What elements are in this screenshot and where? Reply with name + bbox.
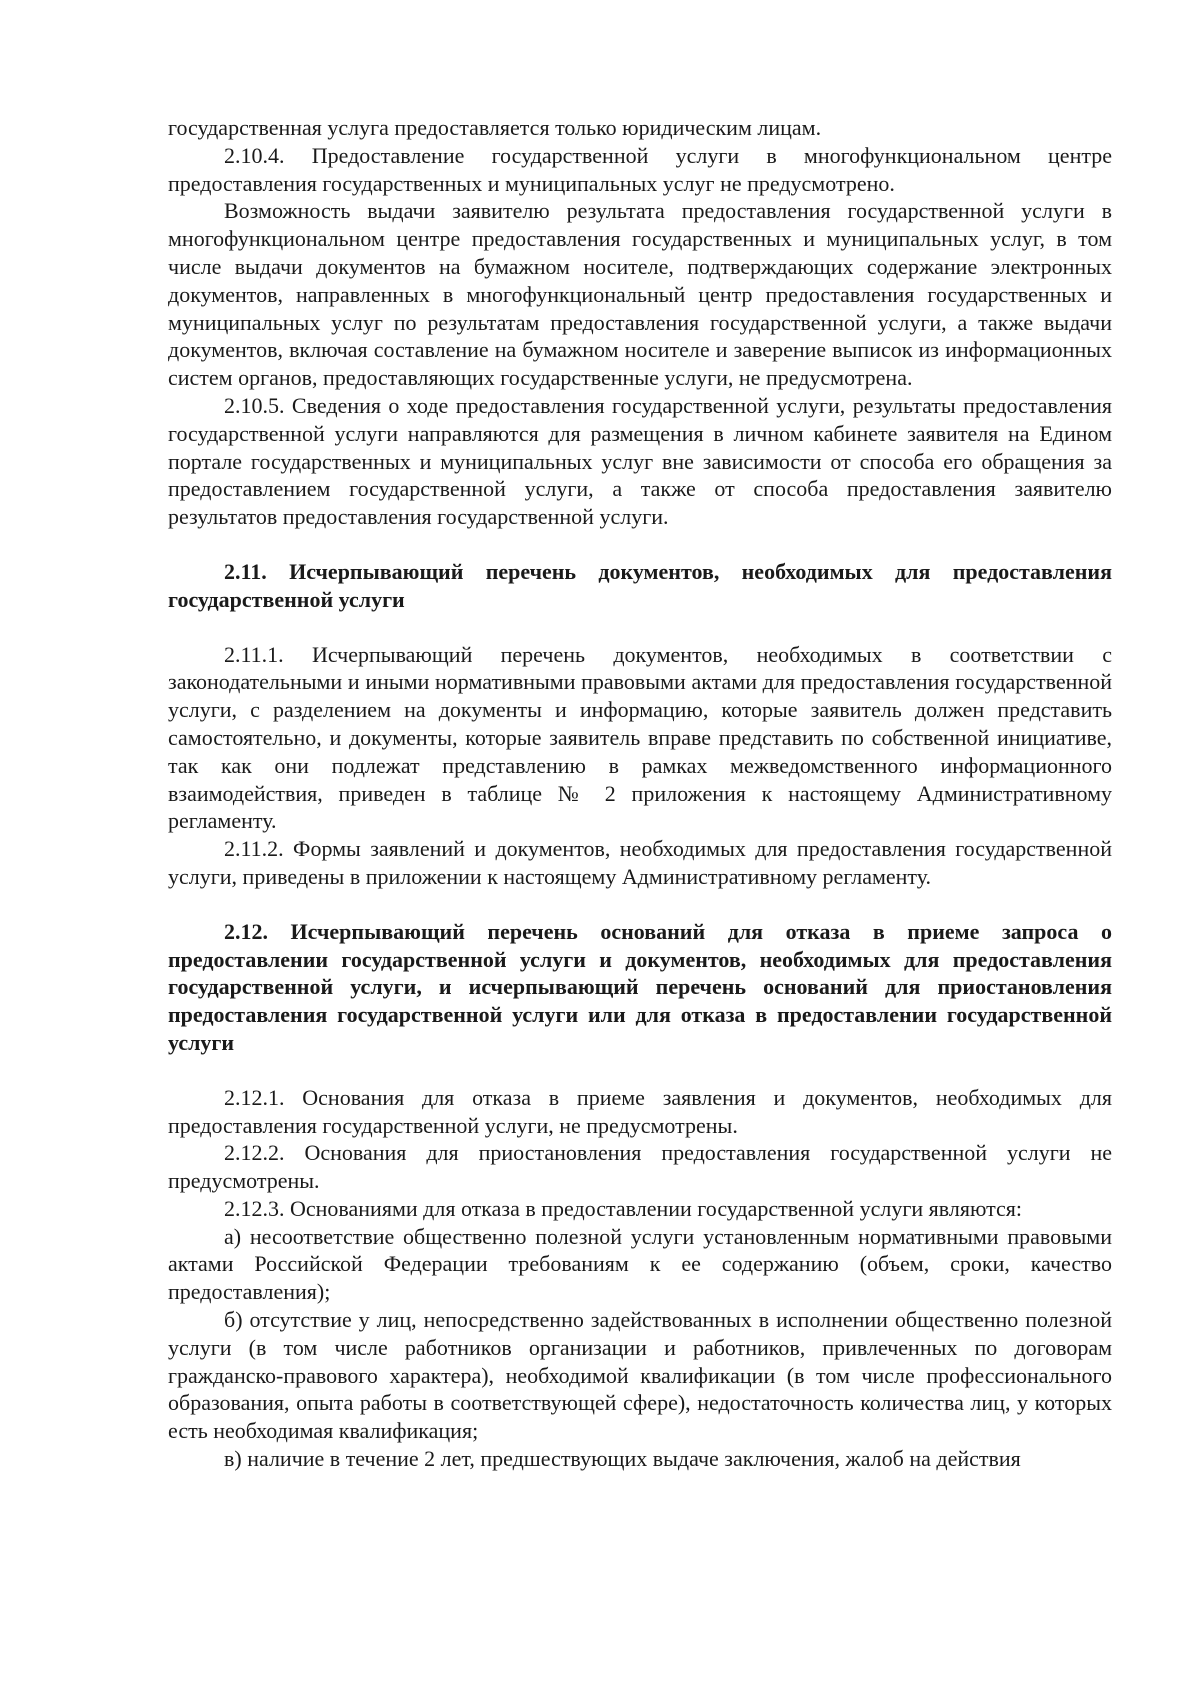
paragraph-mfc-results: Возможность выдачи заявителю результата предоставления государственной услуги в многофункциональном центре предоставления государственных и муниципальных услуг, в том числе выдачи документов на бумажном носителе, подтверждающих содержание электронных документов, направленных в многофункциональный центр предоставления государственных и муниципальных услуг по результатам предоставления государственной услуги, а также выдачи документов, включая составление на бумажном носителе и заверение выписок из информационных систем органов, предоставляющих государственные услуги, не предусмотрена. <box>168 198 1112 391</box>
paragraph-2-12-2: 2.12.2. Основания для приостановления предоставления государственной услуги не предусмотрены. <box>168 1140 1112 1194</box>
section-gap <box>168 1057 1112 1084</box>
section-gap <box>168 614 1112 641</box>
paragraph-2-12-1: 2.12.1. Основания для отказа в приеме заявления и документов, необходимых для предоставления государственной услуги, не предусмотрены. <box>168 1084 1112 1138</box>
paragraph-2-11-2: 2.11.2. Формы заявлений и документов, необходимых для предоставления государственной услуги, приведены в приложении к настоящему Административному регламенту. <box>168 836 1112 889</box>
list-item-v: в) наличие в течение 2 лет, предшествующих выдаче заключения, жалоб на действия <box>224 1446 1021 1472</box>
list-item-b: б) отсутствие у лиц, непосредственно задействованных в исполнении общественно полезной услуги (в том числе работников организации и работников, привлеченных по договорам гражданско-правового характера), необходимой квалификации (в том числе профессионального образования, опыта работы в соответствующей сфере), недостаточность количества лиц, у которых есть необходимая квалификация; <box>168 1307 1112 1444</box>
section-heading-2-11: 2.11. Исчерпывающий перечень документов, необходимых для предоставления государственной услуги <box>168 558 1112 612</box>
paragraph-2-10-4: 2.10.4. Предоставление государственной услуги в многофункциональном центре предоставления государственных и муниципальных услуг не предусмотрено. <box>168 142 1112 196</box>
section-gap <box>168 531 1112 558</box>
paragraph-2-11-1: 2.11.1. Исчерпывающий перечень документов, необходимых в соответствии с законодательными и иными нормативными правовыми актами для предоставления государственной услуги, с разделением на документы и информацию, которые заявитель должен представить самостоятельно, и документы, которые заявитель вправе представить по собственной инициативе, так как они подлежат представлению в рамках межведомственного информационного взаимодействия, приведен в таблице № 2 приложения к настоящему Административному регламенту. <box>168 641 1112 834</box>
section-heading-2-12: 2.12. Исчерпывающий перечень оснований для отказа в приеме запроса о предоставлении государственной услуги и документов, необходимых для предоставления государственной услуги, и исчерпывающий перечень оснований для приостановления предоставления государственной услуги или для отказа в предоставлении государственной услуги <box>168 918 1112 1055</box>
list-item-a: а) несоответствие общественно полезной услуги установленным нормативными правовыми актами Российской Федерации требованиям к ее содержанию (объем, сроки, качество предоставления); <box>168 1223 1112 1305</box>
paragraph-2-12-3: 2.12.3. Основаниями для отказа в предоставлении государственной услуги являются: <box>224 1195 1022 1221</box>
paragraph-2-10-5: 2.10.5. Сведения о ходе предоставления государственной услуги, результаты предоставления государственной услуги направляются для размещения в личном кабинете заявителя на Едином портале государственных и муниципальных услуг вне зависимости от способа его обращения за предоставлением государственной услуги, а также от способа предоставления заявителю результатов предоставления государственной услуги. <box>168 392 1112 530</box>
document-page <box>168 114 1112 1473</box>
section-gap <box>168 891 1112 918</box>
paragraph-continuation: государственная услуга предоставляется только юридическим лицам. <box>168 115 822 140</box>
